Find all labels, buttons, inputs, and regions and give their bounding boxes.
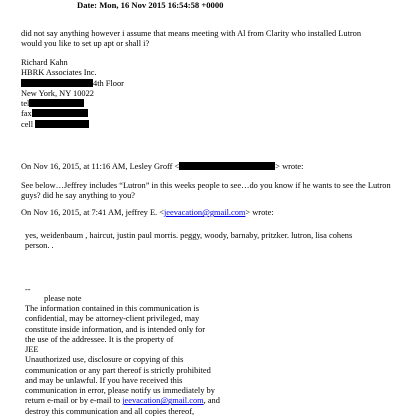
quote2-header <box>21 208 274 218</box>
cell-label: cell <box>21 119 34 129</box>
quote1-line: guys? did he say anything to you? <box>21 191 135 201</box>
redaction-bar <box>29 99 84 107</box>
signature-company: HBRK Associates Inc. <box>21 68 97 78</box>
redaction-bar <box>32 109 88 117</box>
return-text: return e-mail or by e-mail to <box>25 396 123 406</box>
list-line: yes, weidenbaum , haircut, justin paul morris. peggy, woody, barnaby, pritzker. lutron, lisa cohens <box>25 231 353 240</box>
footer-please-note: please note <box>44 294 82 303</box>
disclaimer-line: the use of the addressee. It is the property of <box>25 334 174 344</box>
quote1-header <box>21 162 303 172</box>
quote2-header-end: > wrote: <box>245 208 274 217</box>
signature-fax <box>21 109 124 119</box>
reply-body <box>21 29 361 50</box>
disclaimer-line: The information contained in this communication is <box>25 304 199 313</box>
signature-name: Richard Kahn <box>21 58 68 67</box>
signature-tel <box>21 99 124 109</box>
return-email-link[interactable]: jeevacation@gmail.com <box>122 396 204 406</box>
tel-label: tel <box>21 99 30 108</box>
return-text-end: , and <box>203 396 220 406</box>
fax-label: fax <box>21 109 32 119</box>
disclaimer-line: communication in error, please notify us immediately by <box>25 386 215 395</box>
signature-city: New York, NY 10022 <box>21 88 94 98</box>
disclaimer-line: JEE <box>25 345 39 354</box>
quote1-header-start: On Nov 16, 2015, at 11:16 AM, Lesley Groff < <box>21 162 180 171</box>
redaction-bar <box>35 120 89 128</box>
list-line: person. . <box>25 241 54 251</box>
quote1-body <box>21 181 391 202</box>
disclaimer-line: and may be unlawful. If you have received this <box>25 375 183 385</box>
quote1-header-end: > wrote: <box>275 162 304 171</box>
signature-floor: 4th Floor <box>93 78 124 88</box>
reply-line: would you like to set up apt or shall i? <box>21 39 150 49</box>
list-body <box>25 231 352 252</box>
email-date: Date: Mon, 16 Nov 2015 16:54:58 +0000 <box>77 0 224 10</box>
reply-line: did not say anything however i assume that means meeting with Al from Clarity who installed Lutron <box>21 29 362 38</box>
quote2-email-link[interactable]: jeevacation@gmail.com <box>163 208 246 217</box>
disclaimer-line: confidential, may be attorney-client privileged, may <box>25 314 200 324</box>
footer-dashes: -- <box>25 285 31 294</box>
redaction-bar <box>179 162 275 170</box>
quote2-header-start: On Nov 16, 2015, at 7:41 AM, jeffrey E. < <box>21 208 164 217</box>
disclaimer-return-line <box>25 396 220 406</box>
redaction-bar <box>21 79 93 87</box>
quote1-line: See below…Jeffrey includes “Lutron” in this weeks people to see…do you know if he wants to see the Lutron <box>21 181 391 190</box>
signature-block <box>21 58 124 130</box>
disclaimer-line: destroy this communication and all copies thereof, <box>25 406 195 416</box>
signature-cell <box>21 120 124 130</box>
disclaimer-line: constitute inside information, and is intended only for <box>25 324 206 334</box>
disclaimer-line: communication or any part thereof is strictly prohibited <box>25 365 211 375</box>
disclaimer-line: Unauthorized use, disclosure or copying of this <box>25 355 184 365</box>
signature-address <box>21 79 124 89</box>
